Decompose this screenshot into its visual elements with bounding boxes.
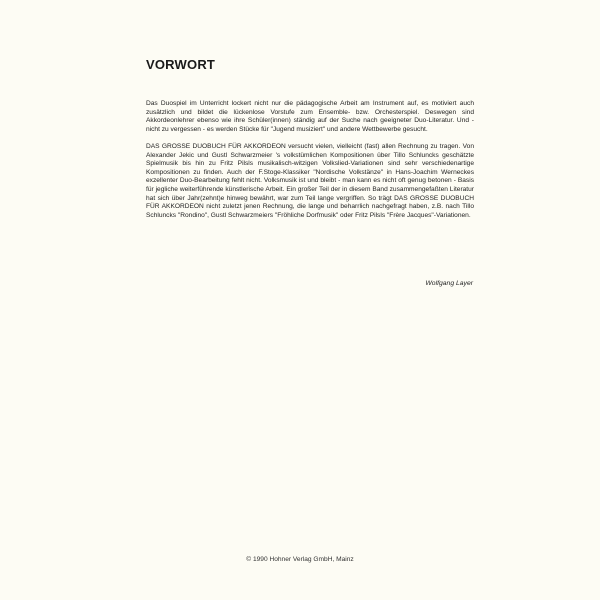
preface-body (146, 100, 474, 229)
copyright-footer: © 1990 Hohner Verlag GmbH, Mainz (246, 556, 354, 563)
preface-paragraph-2: DAS GROSSE DUOBUCH FÜR AKKORDEON versucht vielen, vielleicht (fast) allen Rechnung zu tragen. Von Alexander Jekic und Gustl Schwarzmeier 's volkstümlichen Kompositionen über Tillo Schluncks geschätzte Spielmusik bis hin zu Fritz Pilsls musikalisch-witzigen Volkslied-Variationen sind sehr verschiedenartige Kompositionen zu finden. Auch der F.Stoge-Klassiker "Nordische Volkstänze" in Hans-Joachim Werneckes exzellenter Duo-Bearbeitung fehlt nicht. Volksmusik ist und bleibt - man kann es nicht oft genug betonen - Basis für jegliche weiterführende künstlerische Arbeit. Ein großer Teil der in diesem Band zusammengefaßten Literatur hat sich über Jahr(zehnt)e hinweg bewährt, war zum Teil lange vergriffen. So trägt DAS GROSSE DUOBUCH FÜR AKKORDEON nicht zuletzt jenen Rechnung, die lange und beharrlich nachgefragt haben, z.B. nach Tillo Schluncks "Rondino", Gustl Schwarzmeiers "Fröhliche Dorfmusik" oder Fritz Pilsls "Frère Jacques"-Variationen. (146, 142, 474, 219)
preface-paragraph-1: Das Duospiel im Unterricht lockert nicht nur die pädagogische Arbeit am Instrument auf, es motiviert auch zusätzlich und bildet die lückenlose Vorstufe zum Ensemble- bzw. Orchesterspiel. Deswegen sind Akkordeonlehrer ebenso wie ihre Schüler(innen) ständig auf der Suche nach geeigneter Duo-Literatur. Und - nicht zu vergessen - es werden Stücke für "Jugend musiziert" und andere Wettbewerbe gesucht. (146, 100, 474, 133)
page-title: VORWORT (146, 57, 216, 72)
author-signature: Wolfgang Layer (425, 280, 473, 287)
